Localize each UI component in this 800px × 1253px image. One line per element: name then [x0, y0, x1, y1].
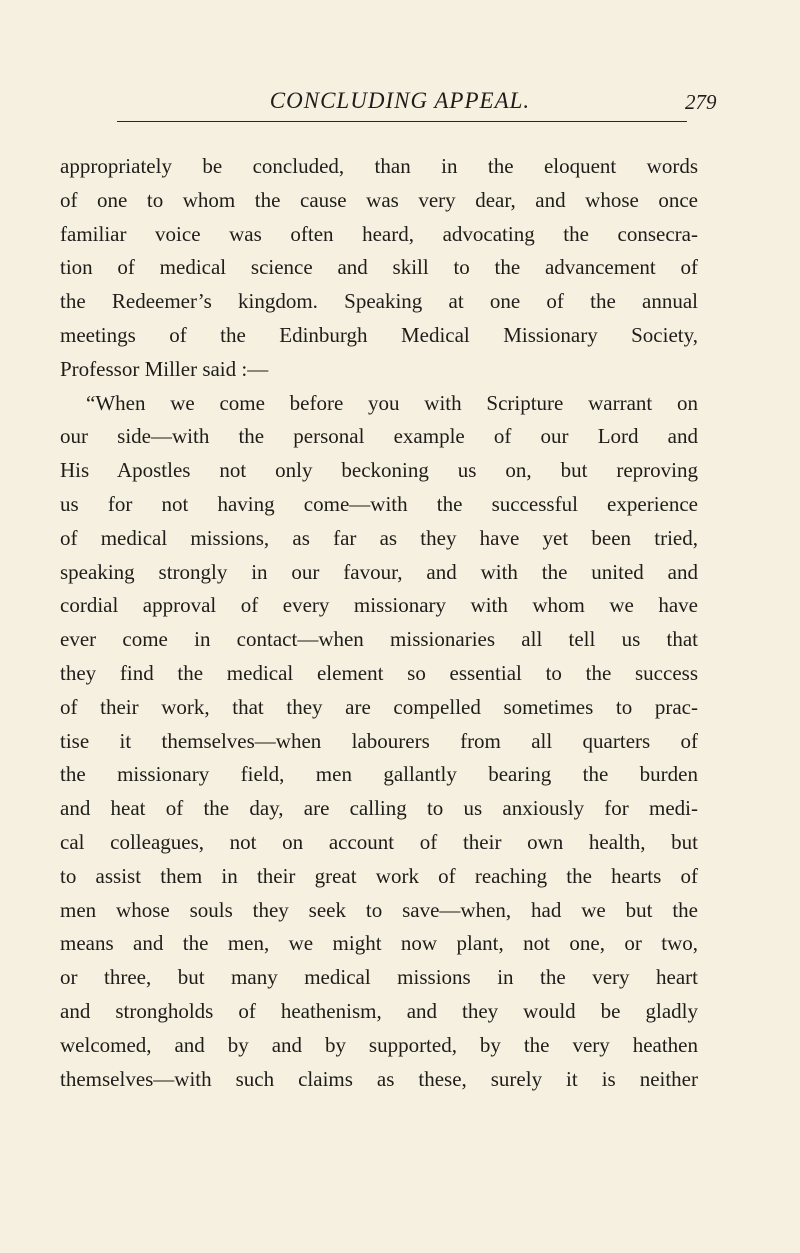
- text-line: “When we come before you with Scripture warrant on: [86, 390, 698, 415]
- text-line: ever come in contact—when missionaries all tell us that: [60, 627, 698, 652]
- text-line: cal colleagues, not on account of their own health, but: [60, 829, 698, 854]
- text-line: Professor Miller said :—: [60, 356, 269, 381]
- text-line: the missionary field, men gallantly bearing the burden: [60, 762, 698, 787]
- text-line: of medical missions, as far as they have yet been tried,: [60, 525, 698, 550]
- text-line: us for not having come—with the successful experience: [60, 491, 698, 516]
- text-line: men whose souls they seek to save—when, had we but the: [60, 897, 698, 922]
- text-line: and strongholds of heathenism, and they would be gladly: [60, 998, 698, 1023]
- text-line: tise it themselves—when labourers from all quarters of: [60, 728, 698, 753]
- text-line: to assist them in their great work of reaching the hearts of: [60, 863, 698, 888]
- text-line: means and the men, we might now plant, not one, or two,: [60, 931, 698, 956]
- page-number: 279: [685, 90, 717, 114]
- text-line: familiar voice was often heard, advocating the consecra-: [60, 221, 698, 246]
- text-line: welcomed, and by and by supported, by the very heathen: [60, 1032, 698, 1057]
- text-line: or three, but many medical missions in the very heart: [60, 965, 698, 990]
- text-line: cordial approval of every missionary with whom we have: [60, 593, 698, 618]
- text-line: they find the medical element so essential to the success: [60, 660, 698, 685]
- text-line: our side—with the personal example of our Lord and: [60, 424, 698, 449]
- text-line: of their work, that they are compelled sometimes to prac-: [60, 694, 698, 719]
- text-line: appropriately be concluded, than in the eloquent words: [60, 154, 698, 178]
- text-line: the Redeemer’s kingdom. Speaking at one of the annual: [60, 289, 698, 314]
- text-line: themselves—with such claims as these, surely it is neither: [60, 1066, 698, 1091]
- body-text: [60, 150, 698, 1096]
- header-rule: [117, 121, 687, 122]
- text-line: meetings of the Edinburgh Medical Missionary Society,: [60, 322, 698, 347]
- text-line: and heat of the day, are calling to us anxiously for medi-: [60, 796, 698, 821]
- text-line: His Apostles not only beckoning us on, but reproving: [60, 458, 698, 483]
- text-line: of one to whom the cause was very dear, and whose once: [60, 187, 698, 212]
- text-line: tion of medical science and skill to the advancement of: [60, 255, 698, 280]
- running-head-title: CONCLUDING APPEAL.: [269, 88, 531, 113]
- text-line: speaking strongly in our favour, and with the united and: [60, 559, 698, 584]
